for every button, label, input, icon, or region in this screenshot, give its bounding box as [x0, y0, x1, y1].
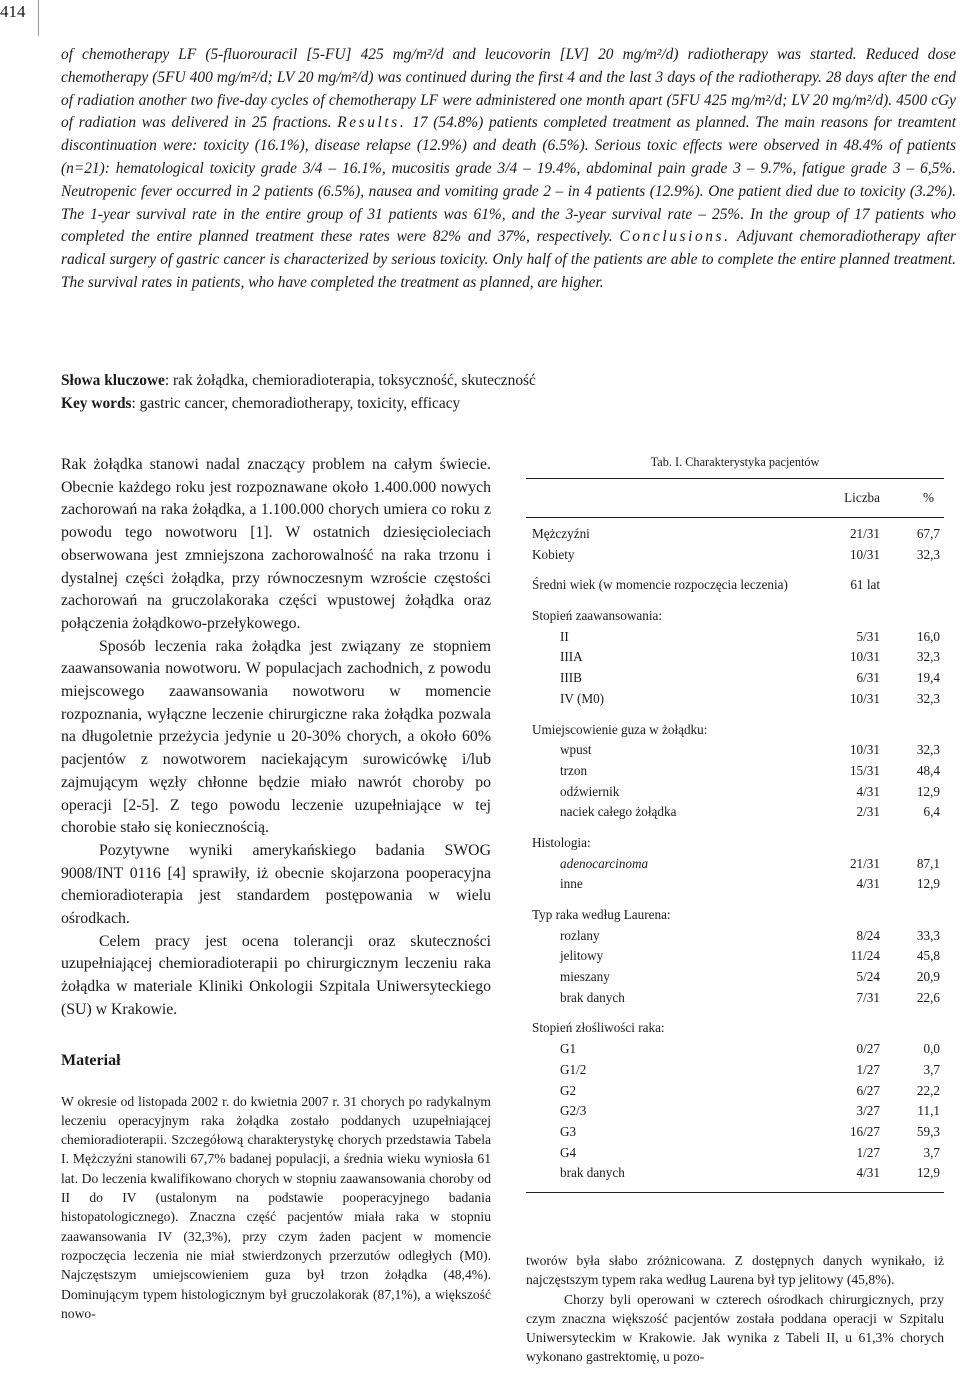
- table-row: [526, 627, 944, 648]
- table-cell-percent: 12,9: [916, 876, 940, 892]
- table-cell-label: Kobiety: [532, 546, 575, 562]
- table-row: [526, 545, 944, 566]
- table-row: [526, 720, 944, 741]
- keywords-pl-text: : rak żołądka, chemioradioterapia, toksyczność, skuteczność: [164, 372, 536, 389]
- table-title: Tab. I. Charakterystyka pacjentów: [650, 455, 820, 469]
- table-cell-label: brak danych: [560, 989, 625, 1005]
- table-cell-label: G1/2: [560, 1061, 587, 1077]
- table-cell-percent: 32,3: [916, 690, 940, 706]
- table-header-percent: %: [923, 490, 934, 505]
- table-cell-percent: 48,4: [916, 762, 940, 778]
- table-cell-count: 1/27: [856, 1144, 880, 1160]
- page-number: 414: [0, 2, 26, 21]
- table-row: [526, 905, 944, 926]
- introduction: [61, 454, 491, 1022]
- table-row: [526, 967, 944, 988]
- keywords-en-label: Key words: [61, 394, 132, 412]
- table-cell-label: Histologia:: [532, 834, 591, 850]
- table-row: [526, 524, 944, 545]
- table-cell-count: 10/31: [849, 690, 880, 706]
- table-row: [526, 946, 944, 967]
- keywords-en-text: : gastric cancer, chemoradiotherapy, toxicity, efficacy: [131, 394, 461, 412]
- table-row: [526, 575, 944, 596]
- table-row: [526, 802, 944, 823]
- body-paragraph: Chorzy byli operowani w czterech ośrodkach chirurgicznych, przy czym znaczna większość pacjentów została poddana operacji w Szpitalu Uniwersyteckim w Krakowie. Jak wynika z Tabeli II, u 61,3% chorych wykonano gastrektomię, u pozo-: [526, 1291, 944, 1365]
- intro-paragraph: Sposób leczenia raka żołądka jest związany ze stopniem zaawansowania nowotworu. W populacjach zachodnich, z powodu miejscowego zaawansowania nowotworu w momencie rozpoznania, wyłączne leczenie chirurgiczne raka żołądka pozwala na długoletnie przeżycia jedynie u 20-30% chorych, a około 60% pacjentów z nowotworem naciekającym surowicówkę i/lub zajmującym węzły chłonne będzie miało nawrót choroby po operacji [2-5]. Z tego powodu leczenie uzupełniające w tej chorobie stało się koniecznością.: [61, 637, 491, 837]
- table-cell-count: 4/31: [856, 1165, 880, 1181]
- table-row: [526, 1060, 944, 1081]
- table-cell-percent: 16,0: [916, 628, 940, 644]
- table-row: [526, 761, 944, 782]
- material-paragraph: W okresie od listopada 2002 r. do kwietnia 2007 r. 31 chorych po radykalnym leczeniu operacyjnym raka żołądka zostało poddanych uzupełniającej chemioradioterapii. Szczegółową charakterystykę chorych przedstawia Tabela I. Mężczyźni stanowili 67,7% badanej populacji, a średnia wieku wyniosła 61 lat. Do leczenia kwalifikowano chorych w stopniu zaawansowania choroby od II do IV (ustalonym na podstawie pooperacyjnego badania histopatologicznego). Znaczna część pacjentów miała raka w stopniu zaawansowania IV (32,3%), przy czym żaden pacjent w momencie rozpoczęcia leczenia nie miał stwierdzonych przerzutów odległych (M0). Najczęstszym umiejscowieniem guza był trzon żołądka (48,4%). Dominującym typem histologicznym był gruczolakorak (87,1%), a większość nowo-: [61, 1093, 491, 1321]
- table-cell-percent: 20,9: [916, 969, 940, 985]
- conclusions-label: Conclusions.: [619, 228, 731, 246]
- english-abstract: [61, 44, 956, 295]
- table-cell-label: Średni wiek (w momencie rozpoczęcia leczenia): [532, 577, 788, 593]
- intro-paragraph: Rak żołądka stanowi nadal znaczący problem na całym świecie. Obecnie każdego roku jest rozpoznawane około 1.400.000 nowych zachorowań na raka żołądka, a 1.100.000 chorych umiera co roku z powodu tego nowotworu [1]. W ostatnich dziesięcioleciach obserwowana jest zmniejszona zachorowalność na raka trzonu i dystalnej części żołądka, przy równoczesnym wzroście częstości zachorowań na gruczolakoraka części wpustowej żołądka oraz połączenia żołądkowo-przełykowego.: [61, 456, 491, 632]
- table-header-count: Liczba: [844, 490, 880, 505]
- keywords-block: [61, 370, 956, 415]
- table-body: [526, 518, 944, 1192]
- table-cell-label: Stopień zaawansowania:: [532, 608, 663, 624]
- table-cell-percent: 3,7: [923, 1061, 940, 1077]
- table-cell-percent: 59,3: [916, 1123, 940, 1139]
- table-row: [526, 1122, 944, 1143]
- table-cell-label: wpust: [560, 742, 592, 758]
- table-cell-label: Stopień złośliwości raka:: [532, 1020, 665, 1036]
- table-row: [526, 1018, 944, 1039]
- intro-paragraph: Celem pracy jest ocena tolerancji oraz skuteczności uzupełniającej chemioradioterapii po chirurgicznym leczeniu raka żołądka w materiale Kliniki Onkologii Szpitala Uniwersyteckiego (SU) w Krakowie.: [61, 932, 491, 1018]
- table-row: [526, 689, 944, 710]
- keywords-english: [61, 393, 956, 416]
- intro-paragraph: Pozytywne wyniki amerykańskiego badania SWOG 9008/INT 0116 [4] sprawiły, iż obecnie skojarzona pooperacyjna chemioradioterapia jest standardem postępowania w wielu ośrodkach.: [61, 841, 491, 928]
- abstract-methods-text: of chemotherapy LF (5-fluorouracil [5-FU] 425 mg/m²/d and leucovorin [LV] 20 mg/m²/d) radiotherapy was started. Reduced dose chemotherapy (5FU 400 mg/m²/d; LV 20 mg/m²/d) was continued during the first 4 and the last 3 days of the radiotherapy. 28 days after the end of radiation another two five-day cycles of chemotherapy LF were administered one month apart (5FU 425 mg/m²/d; LV 20 mg/m²/d). 4500 cGy of radiation was delivered in 25 fractions.: [61, 46, 956, 132]
- body-paragraph: tworów była słabo zróżnicowana. Z dostępnych danych wynikało, iż najczęstszym typem raka według Laurena był typ jelitowy (45,8%).: [526, 1253, 944, 1288]
- table-cell-count: 16/27: [849, 1123, 880, 1139]
- table-cell-count: 21/31: [849, 855, 880, 871]
- table-row: [526, 782, 944, 803]
- table-cell-percent: 32,3: [916, 546, 940, 562]
- table-cell-label: IIIB: [560, 670, 582, 686]
- table-cell-label: Typ raka według Laurena:: [532, 907, 671, 922]
- table-row: [526, 606, 944, 627]
- table-cell-percent: 33,3: [916, 927, 940, 943]
- table-cell-label: mieszany: [560, 969, 610, 985]
- table-cell-label: G4: [560, 1144, 577, 1160]
- table-row: [526, 1101, 944, 1122]
- table-cell-count: 10/31: [849, 546, 880, 562]
- table-row: [526, 854, 944, 875]
- results-label: Results.: [337, 114, 407, 132]
- table-cell-percent: 0,0: [923, 1041, 940, 1057]
- table-cell-percent: 67,7: [916, 526, 940, 541]
- table-cell-percent: 32,3: [916, 742, 940, 758]
- material-section: [61, 1092, 491, 1324]
- table-row: [526, 668, 944, 689]
- table-cell-count: 8/24: [856, 927, 880, 943]
- table-row: [526, 926, 944, 947]
- table-cell-percent: 32,3: [916, 649, 940, 665]
- table-bottom-rule: [526, 1192, 944, 1193]
- results-text: 17 (54.8%) patients completed treatment as planned. The main reasons for treamtent discontinuation were: toxicity (16.1%), disease relapse (12.9%) and death (6.5%). Serious toxic effects were observed in 48.4% of patients (n=21): hematological toxicity grade 3/4 – 16.1%, mucositis grade 3/4 – 19.4%, abdominal pain grade 3 – 9.7%, fatigue grade 3 – 6,5%. Neutropenic fever occurred in 2 patients (6.5%), nausea and vomiting grade 2 – in 4 patients (12.9%). One patient died due to toxicity (3.2%). The 1-year survival rate in the entire group of 31 patients was 61%, and the 3-year survival rate – 25%. In the group of 17 patients who completed the entire planned treatment these rates were 82% and 37%, respectively.: [61, 114, 956, 246]
- table-cell-percent: 22,2: [916, 1082, 940, 1098]
- table-cell-label: Mężczyźni: [532, 526, 590, 541]
- table-patient-characteristics: [526, 454, 944, 1193]
- left-column: [61, 454, 491, 1323]
- table-cell-count: 5/24: [856, 969, 880, 985]
- table-cell-label: inne: [560, 876, 583, 892]
- table-cell-count: 0/27: [856, 1041, 880, 1057]
- table-header-row: [526, 479, 944, 517]
- table-cell-percent: 22,6: [916, 989, 940, 1005]
- table-row: [526, 988, 944, 1009]
- table-cell-label: G1: [560, 1041, 577, 1057]
- table-cell-count: 10/31: [849, 649, 880, 665]
- table-cell-count: 3/27: [856, 1103, 880, 1119]
- table-row: [526, 1039, 944, 1060]
- table-cell-label: brak danych: [560, 1165, 625, 1181]
- table-cell-label: rozlany: [560, 927, 600, 943]
- table-cell-percent: 19,4: [916, 670, 940, 686]
- keywords-polish: [61, 370, 956, 393]
- table-cell-label: Umiejscowienie guza w żołądku:: [532, 721, 708, 737]
- table-cell-percent: 12,9: [916, 783, 940, 799]
- table-cell-count: 6/31: [856, 670, 880, 686]
- table-cell-count: 21/31: [849, 526, 880, 541]
- table-cell-label: G2/3: [560, 1103, 587, 1119]
- table-cell-percent: 6,4: [923, 804, 940, 820]
- table-row: [526, 833, 944, 854]
- section-heading-material: Materiał: [61, 1051, 121, 1069]
- table-cell-percent: 11,1: [917, 1103, 940, 1119]
- table-cell-percent: 87,1: [916, 855, 940, 871]
- table-cell-count: 5/31: [856, 628, 880, 644]
- table-row: [526, 874, 944, 895]
- table-row: [526, 740, 944, 761]
- table-cell-count: 2/31: [856, 804, 880, 820]
- table-row: [526, 1143, 944, 1164]
- table-cell-count: 10/31: [849, 742, 880, 758]
- table-cell-label: G3: [560, 1123, 577, 1139]
- header-rule: [38, 0, 39, 36]
- table-cell-label: G2: [560, 1082, 577, 1098]
- right-column-text: [526, 1251, 944, 1367]
- table-cell-percent: 12,9: [916, 1165, 940, 1181]
- table-cell-label: naciek całego żołądka: [560, 804, 677, 820]
- table-cell-percent: 3,7: [923, 1144, 940, 1160]
- table-cell-label: trzon: [560, 762, 588, 778]
- table-cell-label: IIIA: [560, 649, 583, 665]
- table-cell-count: 15/31: [849, 762, 880, 778]
- table-cell-label: IV (M0): [560, 690, 605, 706]
- table-cell-count: 4/31: [856, 876, 880, 892]
- table-row: [526, 647, 944, 668]
- table-cell-count: 61 lat: [850, 577, 880, 593]
- table-row: [526, 1163, 944, 1184]
- table-cell-count: 1/27: [856, 1061, 880, 1077]
- table-cell-label: adenocarcinoma: [560, 855, 649, 871]
- table-cell-count: 6/27: [856, 1082, 880, 1098]
- table-cell-label: odźwiernik: [560, 783, 620, 799]
- table-cell-count: 7/31: [856, 989, 880, 1005]
- conclusions-text: Adjuvant chemoradiotherapy after radical surgery of gastric cancer is characterized by serious toxicity. Only half of the patients are able to complete the entire planned treatment. The survival rates in patients, who have completed the treatment as planned, are higher.: [61, 228, 956, 291]
- table-cell-label: II: [560, 628, 569, 644]
- table-cell-count: 4/31: [856, 783, 880, 799]
- table-row: [526, 1081, 944, 1102]
- keywords-pl-label: Słowa kluczowe: [61, 372, 165, 389]
- table-cell-label: jelitowy: [560, 948, 604, 964]
- table-cell-count: 11/24: [850, 948, 880, 964]
- table-cell-percent: 45,8: [916, 948, 940, 964]
